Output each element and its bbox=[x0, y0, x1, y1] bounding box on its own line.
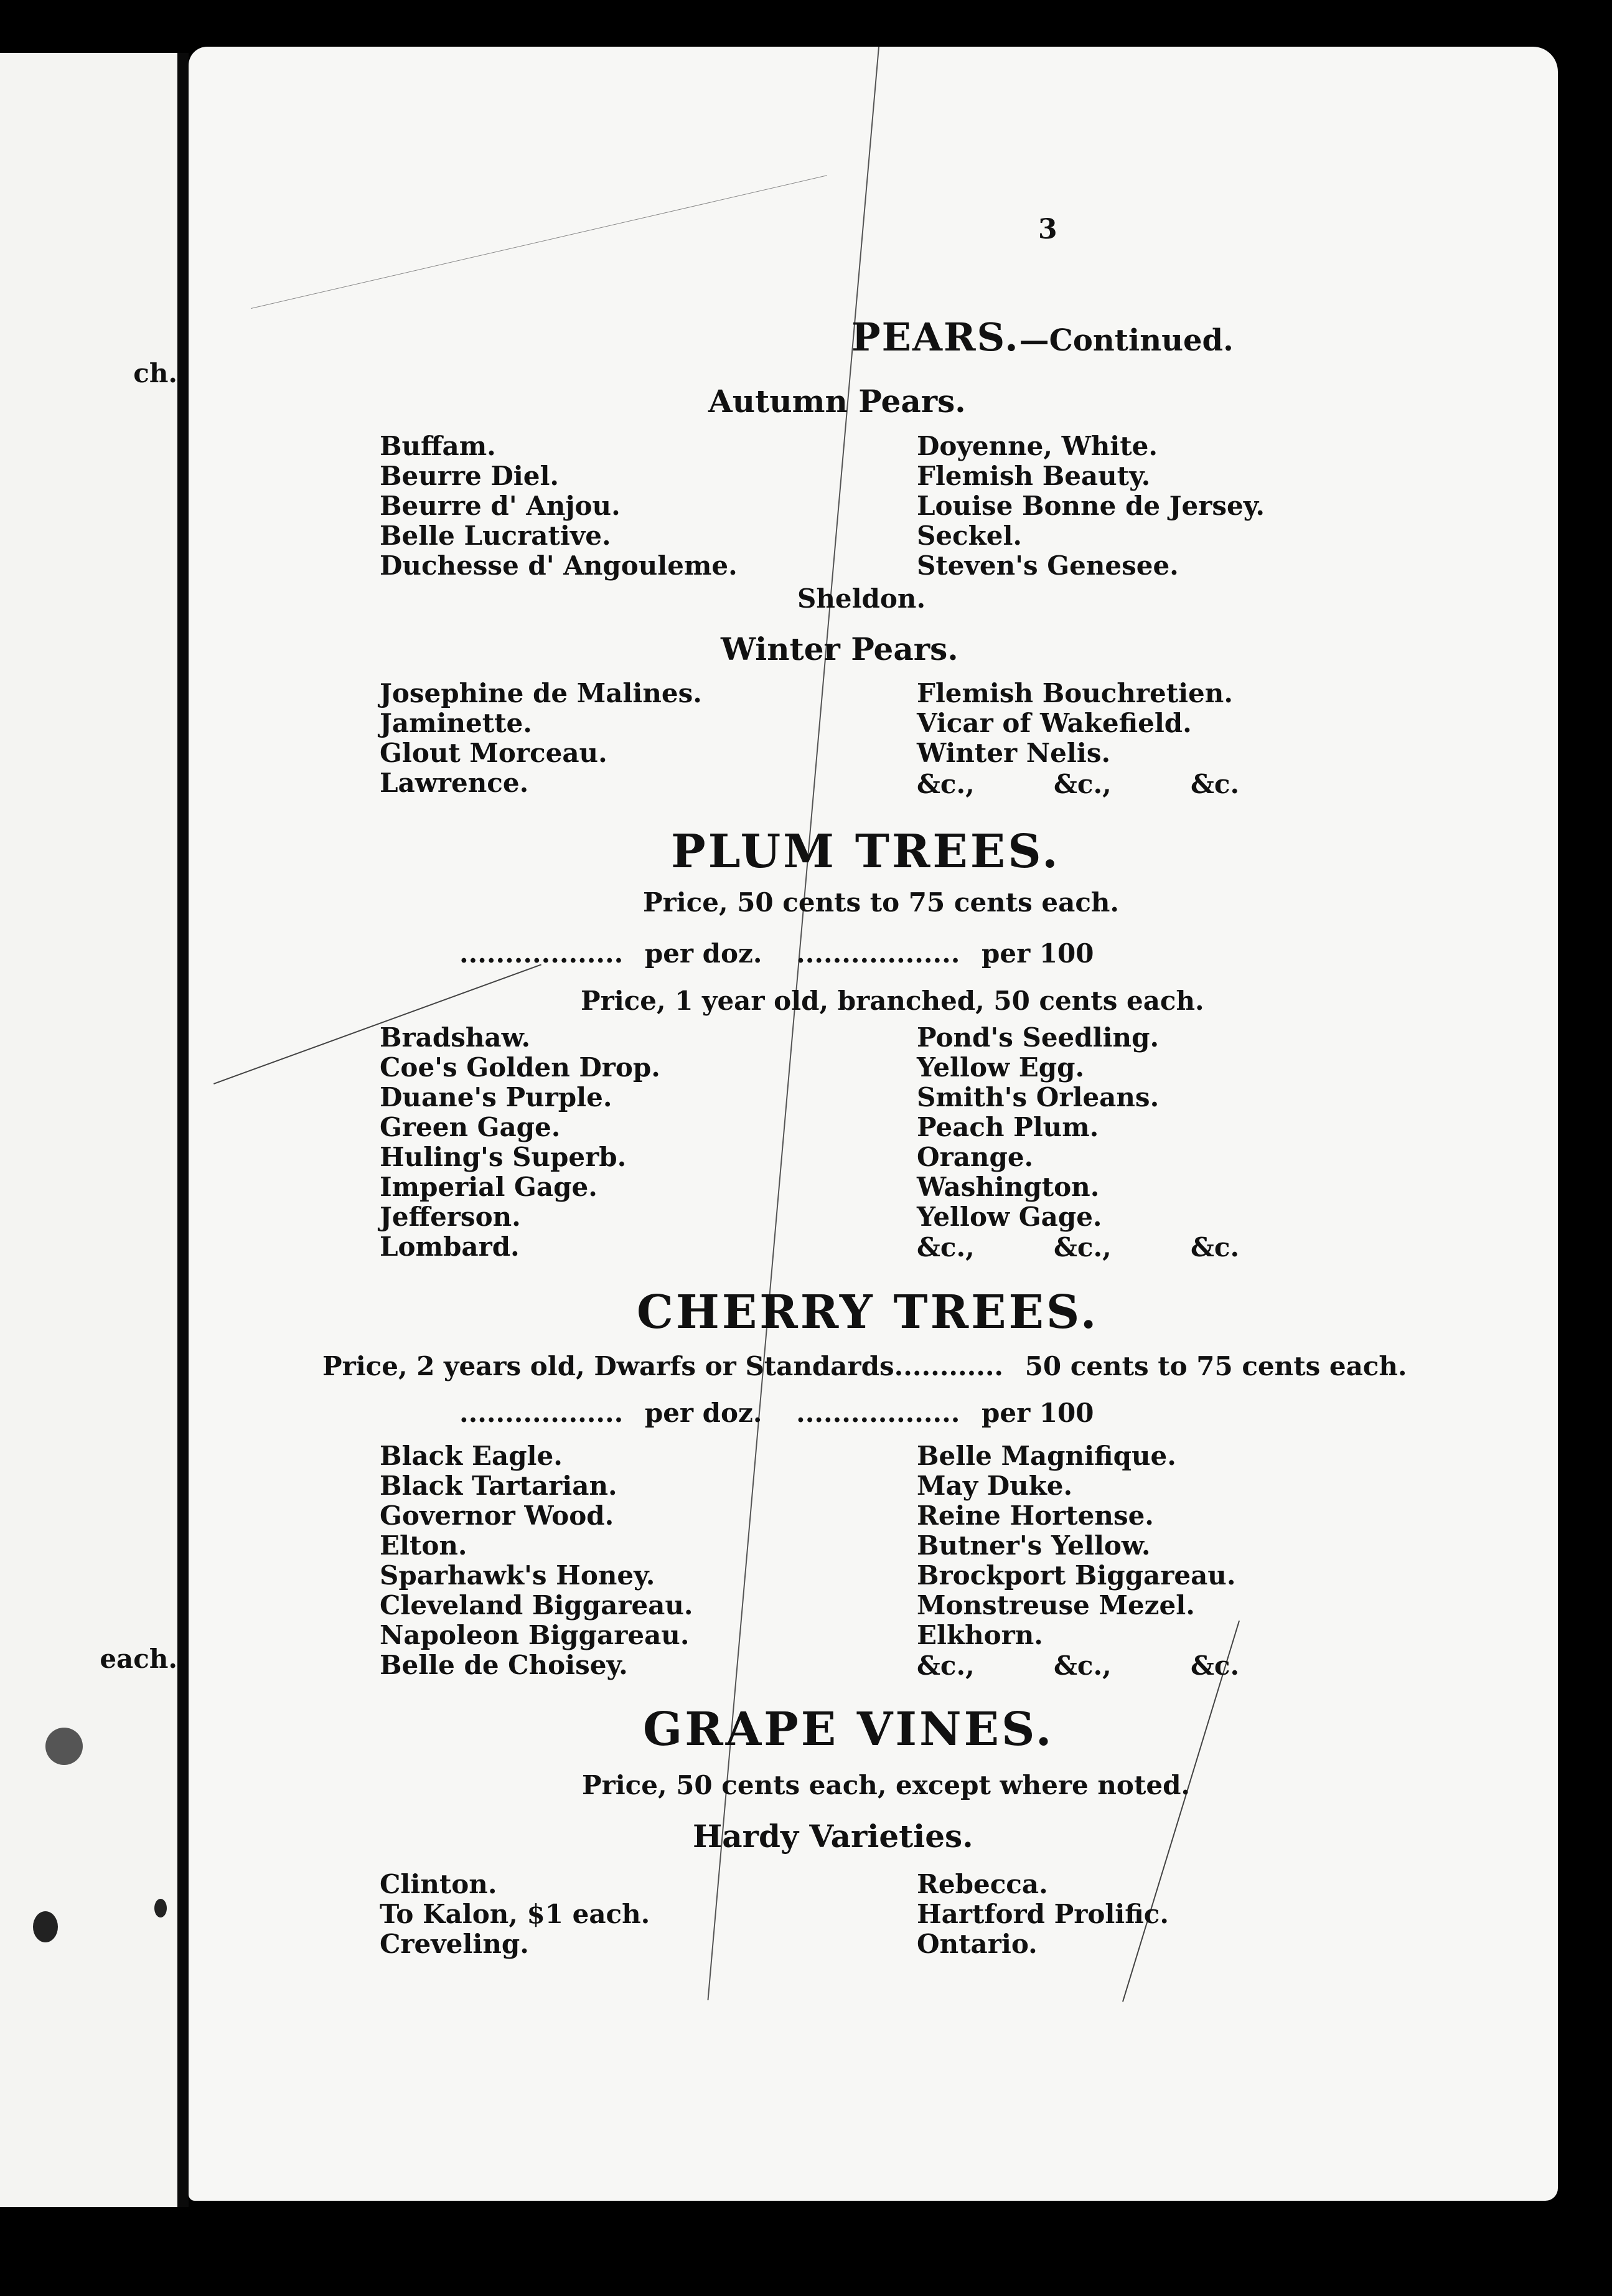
list-item: Cleveland Biggareau. bbox=[380, 1590, 693, 1621]
ink-speck bbox=[45, 1728, 83, 1765]
list-item: Elton. bbox=[380, 1530, 467, 1561]
winter-pears-right-list bbox=[917, 679, 1233, 768]
list-item: Flemish Bouchretien. bbox=[917, 678, 1233, 708]
list-item: Jaminette. bbox=[380, 708, 532, 738]
per-100-label: per 100 bbox=[981, 1398, 1094, 1428]
list-item: Winter Nelis. bbox=[917, 738, 1111, 768]
autumn-pears-left-list bbox=[380, 431, 738, 581]
list-item: Seckel. bbox=[917, 520, 1023, 551]
list-item: Jefferson. bbox=[380, 1202, 521, 1232]
list-item: Coe's Golden Drop. bbox=[380, 1052, 660, 1083]
autumn-pears-right-list bbox=[917, 431, 1265, 581]
list-item: Belle Lucrative. bbox=[380, 520, 611, 551]
list-item: Sparhawk's Honey. bbox=[380, 1560, 655, 1591]
grape-vines-heading: GRAPE VINES. bbox=[643, 1703, 1054, 1756]
list-item: Smith's Orleans. bbox=[917, 1082, 1160, 1113]
grape-right-list bbox=[917, 1870, 1169, 1959]
list-item: Beurre Diel. bbox=[380, 461, 560, 491]
pears-title: PEARS. bbox=[851, 314, 1019, 360]
list-item: Clinton. bbox=[380, 1869, 497, 1899]
autumn-pears-center-item: Sheldon. bbox=[797, 583, 926, 614]
list-item: Butner's Yellow. bbox=[917, 1530, 1151, 1561]
list-item: Lombard. bbox=[380, 1231, 520, 1262]
leader-dots: .................. bbox=[459, 1398, 624, 1428]
list-item: Peach Plum. bbox=[917, 1112, 1099, 1142]
per-100-label: per 100 bbox=[981, 938, 1094, 969]
list-item: Pond's Seedling. bbox=[917, 1022, 1160, 1053]
list-item: Napoleon Biggareau. bbox=[380, 1620, 690, 1650]
cherry-price-label: Price, 2 years old, Dwarfs or Standards bbox=[322, 1351, 894, 1381]
list-item: Josephine de Malines. bbox=[380, 678, 702, 708]
page-number: 3 bbox=[1038, 214, 1057, 245]
fragment-text: ch. bbox=[133, 358, 177, 388]
etc-mark: &c., bbox=[917, 1232, 975, 1263]
fragment-text: each. bbox=[100, 1644, 177, 1674]
plum-price: Price, 50 cents to 75 cents each. bbox=[643, 887, 1120, 918]
per-doz-label: per doz. bbox=[644, 1398, 762, 1428]
hardy-varieties-heading: Hardy Varieties. bbox=[693, 1818, 973, 1855]
list-item: Imperial Gage. bbox=[380, 1172, 597, 1202]
list-item: Brockport Biggareau. bbox=[917, 1560, 1236, 1591]
list-item: May Duke. bbox=[917, 1470, 1073, 1501]
cherry-per-doz-row bbox=[459, 1398, 1094, 1428]
cherry-right-list bbox=[917, 1441, 1235, 1650]
etc-mark: &c., bbox=[917, 1650, 975, 1681]
plum-left-list bbox=[380, 1023, 660, 1262]
list-item: Louise Bonne de Jersey. bbox=[917, 491, 1265, 521]
per-doz-label: per doz. bbox=[644, 938, 762, 969]
list-item: Doyenne, White. bbox=[917, 431, 1158, 461]
plum-price-branched: Price, 1 year old, branched, 50 cents each. bbox=[581, 986, 1204, 1016]
list-item: Steven's Genesee. bbox=[917, 550, 1179, 581]
list-item: Rebecca. bbox=[917, 1869, 1048, 1899]
list-item: Yellow Gage. bbox=[917, 1202, 1102, 1232]
ink-speck bbox=[33, 1911, 58, 1942]
leader-dots: ............ bbox=[894, 1351, 1004, 1381]
grape-left-list bbox=[380, 1870, 650, 1959]
plum-right-list bbox=[917, 1023, 1159, 1232]
list-item: Reine Hortense. bbox=[917, 1500, 1154, 1531]
list-item: Lawrence. bbox=[380, 768, 529, 798]
winter-pears-left-list bbox=[380, 679, 702, 798]
leader-dots: .................. bbox=[796, 938, 960, 969]
catalog-page bbox=[189, 47, 1558, 2201]
etc-mark: &c. bbox=[1191, 769, 1240, 799]
etc-mark: &c. bbox=[1191, 1232, 1240, 1263]
list-item: Vicar of Wakefield. bbox=[917, 708, 1192, 738]
list-item: Hartford Prolific. bbox=[917, 1899, 1169, 1929]
list-item: Belle Magnifique. bbox=[917, 1441, 1176, 1471]
adjacent-page-fragment bbox=[0, 53, 177, 2207]
list-item: Beurre d' Anjou. bbox=[380, 491, 621, 521]
grape-price: Price, 50 cents each, except where noted. bbox=[582, 1770, 1191, 1800]
list-item: Black Tartarian. bbox=[380, 1470, 617, 1501]
leader-dots: .................. bbox=[459, 938, 624, 969]
list-item: Bradshaw. bbox=[380, 1022, 531, 1053]
plum-etc bbox=[917, 1232, 1328, 1263]
cherry-etc bbox=[917, 1650, 1328, 1681]
scan-scratch bbox=[251, 175, 827, 309]
pears-heading bbox=[851, 314, 1234, 360]
continued-label: —Continued. bbox=[1019, 323, 1234, 358]
plum-trees-heading: PLUM TREES. bbox=[671, 825, 1061, 878]
plum-per-doz-row bbox=[459, 938, 1094, 969]
list-item: Belle de Choisey. bbox=[380, 1650, 628, 1680]
page-spine bbox=[177, 53, 189, 2207]
list-item: Buffam. bbox=[380, 431, 496, 461]
etc-mark: &c., bbox=[917, 769, 975, 799]
etc-mark: &c., bbox=[1054, 1232, 1112, 1263]
list-item: Flemish Beauty. bbox=[917, 461, 1151, 491]
cherry-price-value: 50 cents to 75 cents each. bbox=[1024, 1351, 1407, 1381]
list-item: Washington. bbox=[917, 1172, 1100, 1202]
autumn-pears-heading: Autumn Pears. bbox=[708, 383, 966, 420]
cherry-trees-heading: CHERRY TREES. bbox=[637, 1286, 1099, 1339]
leader-dots: .................. bbox=[796, 1398, 960, 1428]
list-item: Green Gage. bbox=[380, 1112, 561, 1142]
etc-mark: &c., bbox=[1054, 1650, 1112, 1681]
winter-pears-heading: Winter Pears. bbox=[721, 631, 958, 667]
winter-pears-etc bbox=[917, 769, 1328, 799]
list-item: Black Eagle. bbox=[380, 1441, 563, 1471]
etc-mark: &c., bbox=[1054, 769, 1112, 799]
etc-mark: &c. bbox=[1191, 1650, 1240, 1681]
list-item: To Kalon, $1 each. bbox=[380, 1899, 650, 1929]
list-item: Duane's Purple. bbox=[380, 1082, 612, 1113]
list-item: Ontario. bbox=[917, 1929, 1038, 1959]
list-item: Duchesse d' Angouleme. bbox=[380, 550, 738, 581]
list-item: Yellow Egg. bbox=[917, 1052, 1085, 1083]
list-item: Creveling. bbox=[380, 1929, 529, 1959]
list-item: Monstreuse Mezel. bbox=[917, 1590, 1195, 1621]
list-item: Glout Morceau. bbox=[380, 738, 607, 768]
list-item: Governor Wood. bbox=[380, 1500, 614, 1531]
cherry-price-row bbox=[322, 1351, 1407, 1381]
ink-speck bbox=[154, 1899, 167, 1917]
list-item: Huling's Superb. bbox=[380, 1142, 627, 1172]
list-item: Elkhorn. bbox=[917, 1620, 1043, 1650]
list-item: Orange. bbox=[917, 1142, 1034, 1172]
cherry-left-list bbox=[380, 1441, 693, 1680]
